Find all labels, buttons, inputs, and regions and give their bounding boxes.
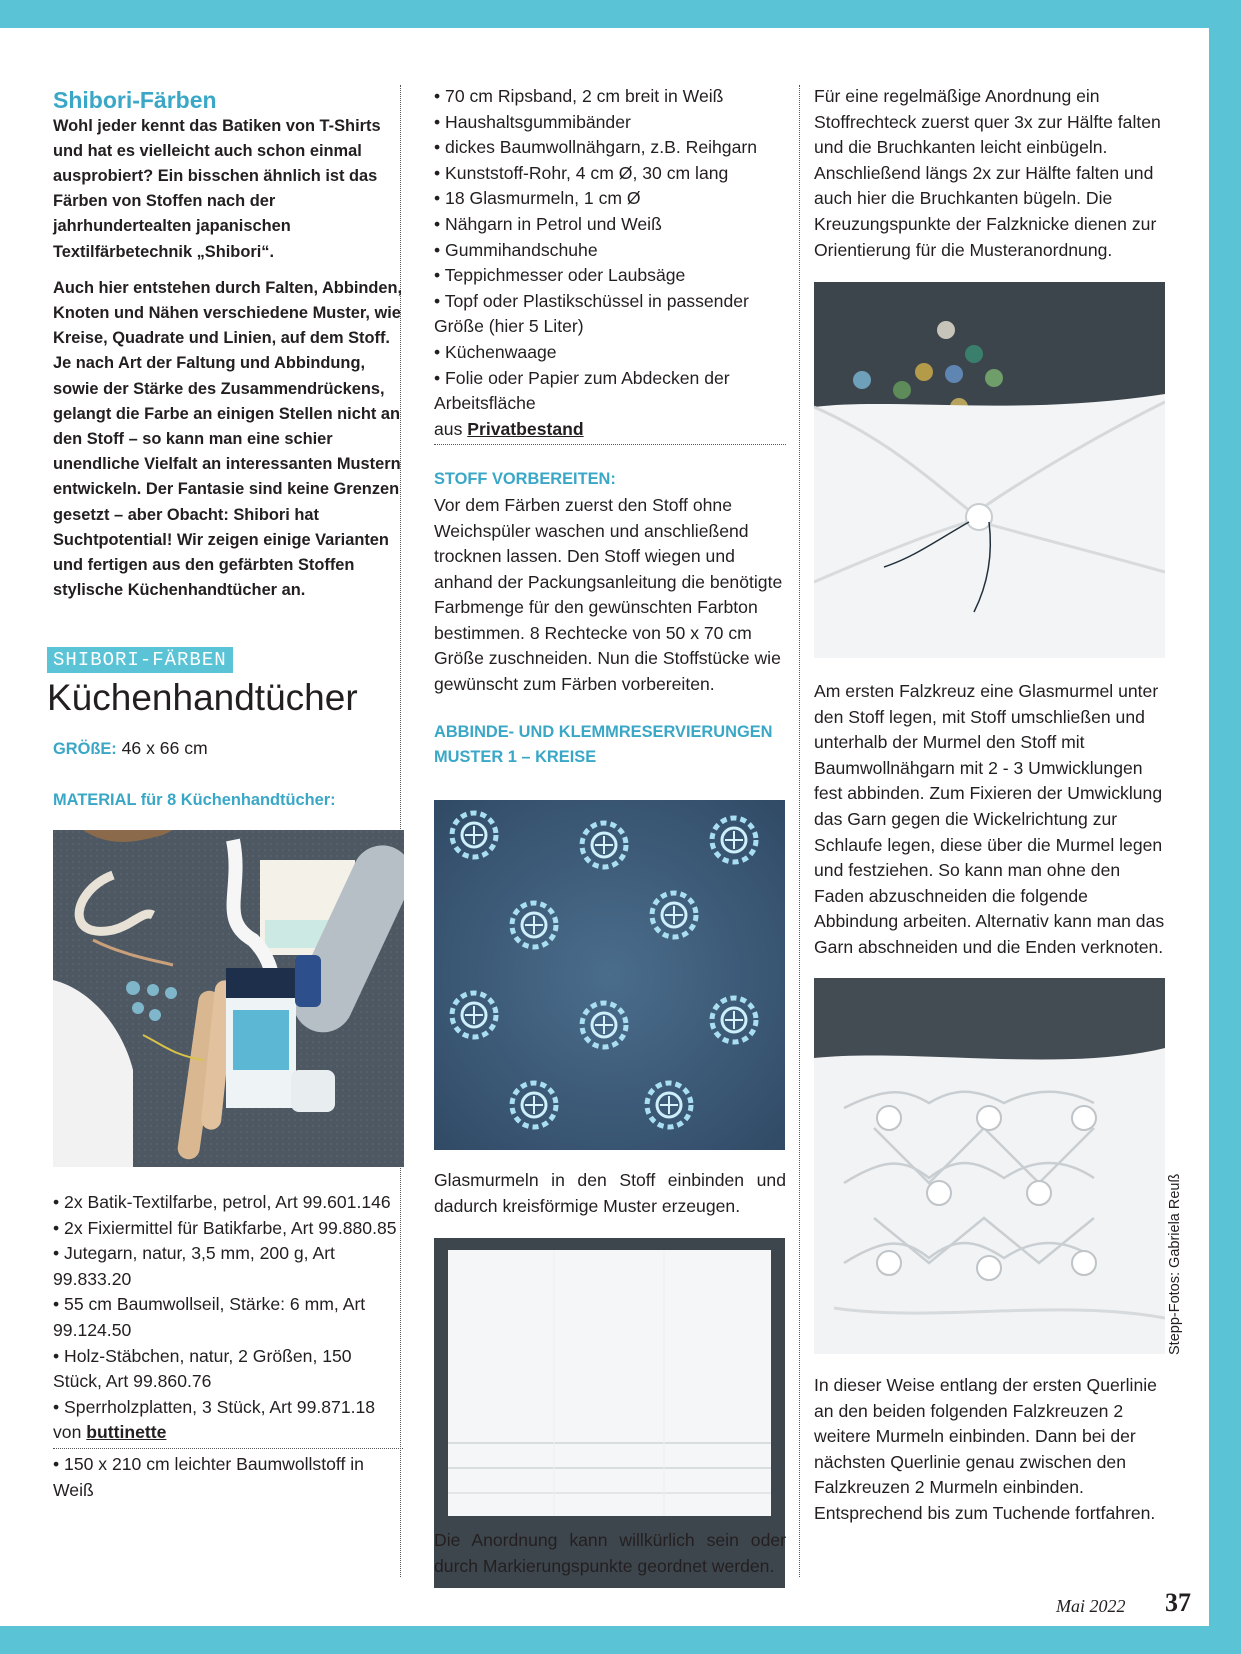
middle-column [434,84,786,770]
right-column-text-3 [814,1373,1167,1527]
source-line [53,1420,403,1449]
caption-2 [434,1528,786,1579]
material-item: • 55 cm Baumwollseil, Stärke: 6 mm, Art 99.124.50 [53,1294,366,1340]
right-column-text-2 [814,679,1167,961]
material-item: • 150 x 210 cm leichter Baumwollstoff in Weiß [53,1453,364,1500]
pattern-heading-line1: ABBINDE- UND KLEMMRESERVIERUNGEN [434,722,773,741]
right-column-text-1 [814,84,1167,263]
material-item: • Folie oder Papier zum Abdecken der Arbeitsfläche [434,367,730,414]
project-size [53,736,403,763]
source-line [434,417,786,446]
multiple-marbles-photo [814,978,1165,1354]
project-title: Küchenhandtücher [47,677,358,718]
material-item: • 2x Batik-Textilfarbe, petrol, Art 99.601.146 [53,1192,391,1212]
dyed-fabric-photo [434,800,785,1150]
instruction-text: Für eine regelmäßige Anordnung ein Stoffrechteck zuerst quer 3x zur Hälfte falten und die Bruchkanten leicht einbügeln. Anschließend längs 2x zur Hälfte falten und auch hier die Bruchkanten bügeln. Die Kreuzungspunkte der Falzknicke dienen zur Orientierung für die Musteranordnung. [814,86,1161,260]
size-label: GRÖßE: [53,740,117,758]
material-item: • Kunststoff-Rohr, 4 cm Ø, 30 cm lang [434,162,729,183]
materials-buttinette-list [53,1190,403,1503]
prep-heading: STOFF VORBEREITEN: [434,470,616,489]
material-item: • Sperrholzplatten, 3 Stück, Art 99.871.18 [53,1396,376,1417]
intro-paragraph: Wohl jeder kennt das Batiken von T-Shirts und hat es vielleicht auch schon einmal ausprobiert? Ein bisschen ähnlich ist das Färben von Stoffen nach der jahrhundertealten japanischen Textilfärbetechnik „Shibori“. [53,116,381,261]
material-heading-wrap [53,787,403,814]
instruction-text: In dieser Weise entlang der ersten Querlinie an den beiden folgenden Falzkreuzen 2 weitere Murmeln einbinden. Dann bei der nächsten Querlinie genau zwischen den Falzkreuzen 2 Murmeln einbinden. Entsprechend bis zum Tuchende fortfahren. [814,1375,1157,1523]
material-item: • 70 cm Ripsband, 2 cm breit in Weiß [434,86,724,106]
material-item: • 18 Glasmurmeln, 1 cm Ø [434,188,641,209]
column-separator [799,85,800,1577]
material-item: • 2x Fixiermittel für Batikfarbe, Art 99.880.85 [53,1217,397,1238]
material-item: • Teppichmesser oder Laubsäge [434,265,686,286]
pattern-heading-line2: MUSTER 1 – KREISE [434,747,597,766]
photo-credit: Stepp-Fotos: Gabriela Reuß [1167,1173,1183,1355]
page-number: 37 [1165,1588,1191,1617]
material-item: • Nähgarn in Petrol und Weiß [434,213,662,234]
photo-caption: Die Anordnung kann willkürlich sein oder durch Markierungspunkte geordnet werden. [434,1530,786,1576]
section-tag: SHIBORI-FÄRBEN [47,647,233,673]
materials-photo [53,830,404,1167]
material-item: • Jutegarn, natur, 3,5 mm, 200 g, Art 99.833.20 [53,1243,335,1289]
source-link-buttinette[interactable]: buttinette [86,1422,167,1443]
marble-binding-photo [814,282,1165,658]
material-item: • Haushaltsgummibänder [434,111,631,132]
material-item: • dickes Baumwollnähgarn, z.B. Reihgarn [434,137,758,158]
caption-1 [434,1168,786,1219]
prep-text: Vor dem Färben zuerst den Stoff ohne Weichspüler waschen und anschließend trocknen lassen. Den Stoff wiegen und anhand der Packungsanleitung die benötigte Farbmenge für den gewünschten Farbton bestimmen. 8 Rechtecke von 50 x 70 cm Größe zuschneiden. Nun die Stoffstücke wie gewünscht zum Färben vorbereiten. [434,494,783,695]
material-item: • Küchenwaage [434,341,557,362]
material-item: • Gummihandschuhe [434,239,598,260]
source-prefix: aus [434,418,463,439]
left-column [53,88,407,614]
instruction-text: Am ersten Falzkreuz eine Glasmurmel unter den Stoff legen, mit Stoff umschließen und unterhalb der Murmel den Stoff mit Baumwollnähgarn mit 2 - 3 Umwicklungen fest abbinden. Zum Fixieren der Umwicklung das Garn gegen die Wickelrichtung zur Schlaufe legen, diese über die Murmel legen und festziehen. So kann man ohne den Faden abzuschneiden die folgende Abbindung arbeiten. Alternativ kann man das Garn abschneiden und die Enden verknoten. [814,681,1165,957]
material-heading: MATERIAL für 8 Küchenhandtücher: [53,791,336,809]
project-header [47,647,402,731]
pattern-heading [434,720,786,770]
material-item: • Topf oder Plastikschüssel in passender Größe (hier 5 Liter) [434,290,749,337]
material-item: • Holz-Stäbchen, natur, 2 Größen, 150 Stück, Art 99.860.76 [53,1345,352,1392]
size-value: 46 x 66 cm [121,738,208,758]
intro-paragraph: Auch hier entstehen durch Falten, Abbinden, Knoten und Nähen verschiedene Muster, wie Kreise, Quadrate und Linien, auf dem Stoff. Je nach Art der Faltung und Abbindung, sowie der Stärke des Zusammendrückens, gelangt die Farbe an einigen Stellen nicht an den Stoff – so kann man eine schier unendliche Vielfalt an interessanten Mustern entwickeln. Der Fantasie sind keine Grenzen gesetzt – aber Obacht: Shibori hat Suchtpotential! Wir zeigen einige Varianten und fertigen aus den gefärbten Stoffen stylische Küchenhandtücher an. [53,278,403,600]
source-private: Privatbestand [467,418,584,439]
issue-date: Mai 2022 [1056,1596,1126,1616]
article-title: Shibori-Färben [53,87,217,113]
photo-caption: Glasmurmeln in den Stoff einbinden und dadurch kreisförmige Muster erzeugen. [434,1170,786,1216]
source-prefix: von [53,1422,82,1443]
